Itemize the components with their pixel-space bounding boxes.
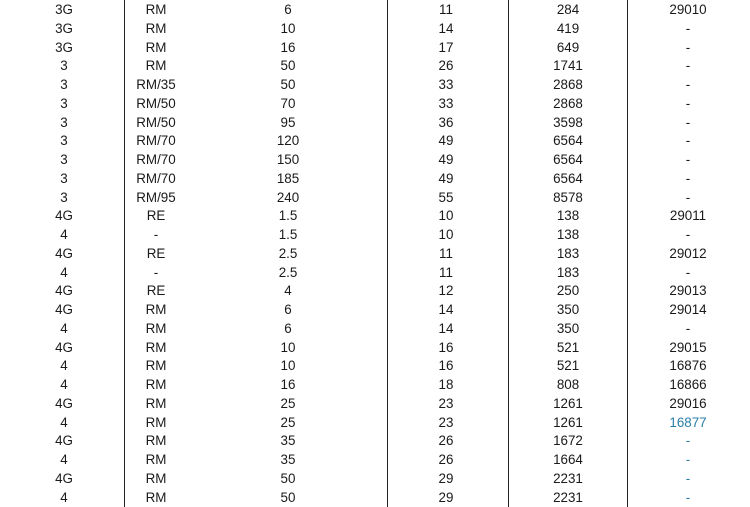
conductor-type-cell: RM xyxy=(145,395,167,411)
code-cell: 29010 xyxy=(669,2,707,17)
conductor-type-cell: RM xyxy=(145,414,167,430)
section-cell: 10 xyxy=(280,358,296,374)
diameter-cell: 18 xyxy=(438,377,454,392)
code-cell[interactable]: 16877 xyxy=(669,414,707,430)
weight-cell: 808 xyxy=(556,377,580,392)
weight-cell: 521 xyxy=(556,358,580,374)
diameter-cell: 23 xyxy=(438,414,454,430)
cores-cell: 3G xyxy=(55,20,73,36)
section-cell: 185 xyxy=(276,170,300,186)
code-cell: - xyxy=(685,170,691,186)
cores-cell: 3 xyxy=(60,133,68,149)
conductor-type-cell: RE xyxy=(146,245,166,261)
diameter-cell: 10 xyxy=(438,208,454,224)
section-cell: 1.5 xyxy=(278,208,298,224)
section-cell: 50 xyxy=(280,77,296,92)
weight-cell: 1261 xyxy=(553,395,583,411)
weight-cell: 183 xyxy=(556,264,580,280)
weight-cell: 2231 xyxy=(553,470,583,486)
section-cell: 50 xyxy=(280,489,296,505)
table-row xyxy=(0,357,750,376)
weight-cell: 1672 xyxy=(553,433,583,449)
section-cell: 95 xyxy=(280,114,296,130)
section-cell: 10 xyxy=(280,20,296,36)
diameter-cell: 33 xyxy=(438,95,454,111)
cores-cell: 4G xyxy=(55,302,73,317)
diameter-cell: 55 xyxy=(438,189,454,205)
cores-cell: 4G xyxy=(55,208,73,224)
weight-cell: 6564 xyxy=(553,133,583,149)
cores-cell: 3 xyxy=(60,114,68,130)
cores-cell: 4G xyxy=(55,395,73,411)
section-cell: 240 xyxy=(276,189,300,205)
weight-cell: 138 xyxy=(556,227,580,242)
code-cell: 29012 xyxy=(669,245,707,261)
conductor-type-cell: RM xyxy=(145,302,167,317)
section-cell: 2.5 xyxy=(278,245,298,261)
table-row xyxy=(0,1,750,20)
diameter-cell: 49 xyxy=(438,152,454,167)
section-cell: 50 xyxy=(280,58,296,74)
code-cell: 29013 xyxy=(669,283,707,299)
diameter-cell: 49 xyxy=(438,133,454,149)
table-row xyxy=(0,170,750,189)
conductor-type-cell: RM/70 xyxy=(136,152,176,167)
code-cell: - xyxy=(685,58,691,74)
diameter-cell: 14 xyxy=(438,302,454,317)
cores-cell: 4 xyxy=(60,377,68,392)
diameter-cell: 10 xyxy=(438,227,454,242)
weight-cell: 1261 xyxy=(553,414,583,430)
table-row xyxy=(0,432,750,451)
cores-cell: 4G xyxy=(55,245,73,261)
weight-cell: 138 xyxy=(556,208,580,224)
table-row xyxy=(0,339,750,358)
section-cell: 70 xyxy=(280,95,296,111)
table-row xyxy=(0,470,750,489)
table-row xyxy=(0,395,750,414)
weight-cell: 6564 xyxy=(553,170,583,186)
conductor-type-cell: RM xyxy=(145,320,167,336)
weight-cell: 6564 xyxy=(553,152,583,167)
diameter-cell: 11 xyxy=(439,2,453,17)
conductor-type-cell: RM xyxy=(145,470,167,486)
diameter-cell: 29 xyxy=(438,470,454,486)
cores-cell: 3 xyxy=(60,189,68,205)
diameter-cell: 12 xyxy=(438,283,454,299)
conductor-type-cell: RM xyxy=(145,452,167,467)
table-row xyxy=(0,414,750,433)
table-row xyxy=(0,301,750,320)
table-row xyxy=(0,57,750,76)
weight-cell: 350 xyxy=(556,302,580,317)
code-cell: 29016 xyxy=(669,395,707,411)
code-cell: 16866 xyxy=(669,377,707,392)
section-cell: 16 xyxy=(280,39,296,55)
weight-cell: 649 xyxy=(556,39,580,55)
code-cell: 16876 xyxy=(669,358,707,374)
section-cell: 6 xyxy=(284,302,292,317)
code-cell[interactable]: - xyxy=(685,433,691,449)
conductor-type-cell: RM/50 xyxy=(136,114,176,130)
conductor-type-cell: RE xyxy=(146,283,166,299)
diameter-cell: 16 xyxy=(438,358,454,374)
diameter-cell: 49 xyxy=(438,170,454,186)
diameter-cell: 26 xyxy=(438,58,454,74)
weight-cell: 250 xyxy=(556,283,580,299)
section-cell: 2.5 xyxy=(278,264,298,280)
cores-cell: 4G xyxy=(55,339,73,355)
cores-cell: 4G xyxy=(55,433,73,449)
cores-cell: 3 xyxy=(60,95,68,111)
table-row xyxy=(0,226,750,245)
code-cell[interactable]: - xyxy=(685,489,691,505)
section-cell: 35 xyxy=(280,433,296,449)
table-row xyxy=(0,151,750,170)
table-row xyxy=(0,264,750,283)
table-row xyxy=(0,489,750,507)
cores-cell: 4 xyxy=(60,227,68,242)
section-cell: 120 xyxy=(276,133,300,149)
section-cell: 1.5 xyxy=(278,227,298,242)
cores-cell: 4 xyxy=(60,358,68,374)
code-cell: 29011 xyxy=(669,208,707,224)
conductor-type-cell: RM xyxy=(145,433,167,449)
cores-cell: 3G xyxy=(55,2,73,17)
code-cell: - xyxy=(685,20,691,36)
conductor-type-cell: RM/70 xyxy=(136,133,176,149)
table-row xyxy=(0,20,750,39)
cores-cell: 3 xyxy=(60,58,68,74)
conductor-type-cell: RM xyxy=(145,358,167,374)
code-cell: - xyxy=(685,189,691,205)
conductor-type-cell: RM/50 xyxy=(136,95,176,111)
weight-cell: 8578 xyxy=(553,189,583,205)
table-row xyxy=(0,282,750,301)
weight-cell: 2868 xyxy=(553,95,583,111)
cores-cell: 4G xyxy=(55,283,73,299)
diameter-cell: 26 xyxy=(438,452,454,467)
cores-cell: 3 xyxy=(60,152,68,167)
section-cell: 10 xyxy=(280,339,296,355)
cores-cell: 4 xyxy=(60,414,68,430)
code-cell: - xyxy=(685,264,691,280)
conductor-type-cell: RM xyxy=(145,2,167,17)
code-cell[interactable]: - xyxy=(685,452,691,467)
weight-cell: 1741 xyxy=(553,58,583,74)
code-cell: 29014 xyxy=(669,302,707,317)
diameter-cell: 16 xyxy=(438,339,454,355)
table-row xyxy=(0,76,750,95)
weight-cell: 2868 xyxy=(553,77,583,92)
section-cell: 4 xyxy=(284,283,292,299)
cores-cell: 4 xyxy=(60,264,68,280)
conductor-type-cell: RM xyxy=(145,58,167,74)
conductor-type-cell: - xyxy=(153,227,159,242)
table-row xyxy=(0,376,750,395)
conductor-type-cell: - xyxy=(153,264,159,280)
section-cell: 16 xyxy=(280,377,296,392)
diameter-cell: 17 xyxy=(438,39,454,55)
code-cell[interactable]: - xyxy=(685,470,691,486)
conductor-type-cell: RM xyxy=(145,377,167,392)
code-cell: 29015 xyxy=(669,339,707,355)
code-cell: - xyxy=(685,320,691,336)
diameter-cell: 14 xyxy=(438,320,454,336)
table-row xyxy=(0,451,750,470)
code-cell: - xyxy=(685,133,691,149)
weight-cell: 521 xyxy=(556,339,580,355)
cores-cell: 3 xyxy=(60,77,68,92)
code-cell: - xyxy=(685,227,691,242)
conductor-type-cell: RM xyxy=(145,489,167,505)
diameter-cell: 33 xyxy=(438,77,454,92)
conductor-type-cell: RM/70 xyxy=(136,170,176,186)
weight-cell: 3598 xyxy=(553,114,583,130)
conductor-type-cell: RE xyxy=(146,208,166,224)
diameter-cell: 11 xyxy=(439,264,453,280)
cores-cell: 4 xyxy=(60,320,68,336)
section-cell: 6 xyxy=(284,2,292,17)
conductor-type-cell: RM xyxy=(145,20,167,36)
weight-cell: 1664 xyxy=(553,452,583,467)
table-row xyxy=(0,245,750,264)
diameter-cell: 29 xyxy=(438,489,454,505)
cores-cell: 4G xyxy=(55,470,73,486)
weight-cell: 183 xyxy=(556,245,580,261)
diameter-cell: 11 xyxy=(439,245,453,261)
section-cell: 6 xyxy=(284,320,292,336)
code-cell: - xyxy=(685,77,691,92)
table-row xyxy=(0,132,750,151)
code-cell: - xyxy=(685,152,691,167)
cores-cell: 4 xyxy=(60,489,68,505)
conductor-type-cell: RM/95 xyxy=(136,189,176,205)
diameter-cell: 36 xyxy=(438,114,454,130)
table-row xyxy=(0,39,750,58)
code-cell: - xyxy=(685,39,691,55)
cores-cell: 4 xyxy=(60,452,68,467)
section-cell: 50 xyxy=(280,470,296,486)
diameter-cell: 23 xyxy=(438,395,454,411)
section-cell: 150 xyxy=(276,152,300,167)
conductor-type-cell: RM xyxy=(145,339,167,355)
weight-cell: 284 xyxy=(556,2,580,17)
cores-cell: 3G xyxy=(55,39,73,55)
table-row xyxy=(0,95,750,114)
code-cell: - xyxy=(685,95,691,111)
cores-cell: 3 xyxy=(60,170,68,186)
diameter-cell: 14 xyxy=(438,20,454,36)
table-row xyxy=(0,189,750,208)
table-row xyxy=(0,320,750,339)
conductor-type-cell: RM xyxy=(145,39,167,55)
table-row xyxy=(0,114,750,133)
section-cell: 25 xyxy=(280,414,296,430)
diameter-cell: 26 xyxy=(438,433,454,449)
conductor-type-cell: RM/35 xyxy=(136,77,176,92)
table-row xyxy=(0,207,750,226)
weight-cell: 350 xyxy=(556,320,580,336)
weight-cell: 419 xyxy=(556,20,580,36)
weight-cell: 2231 xyxy=(553,489,583,505)
section-cell: 35 xyxy=(280,452,296,467)
section-cell: 25 xyxy=(280,395,296,411)
code-cell: - xyxy=(685,114,691,130)
